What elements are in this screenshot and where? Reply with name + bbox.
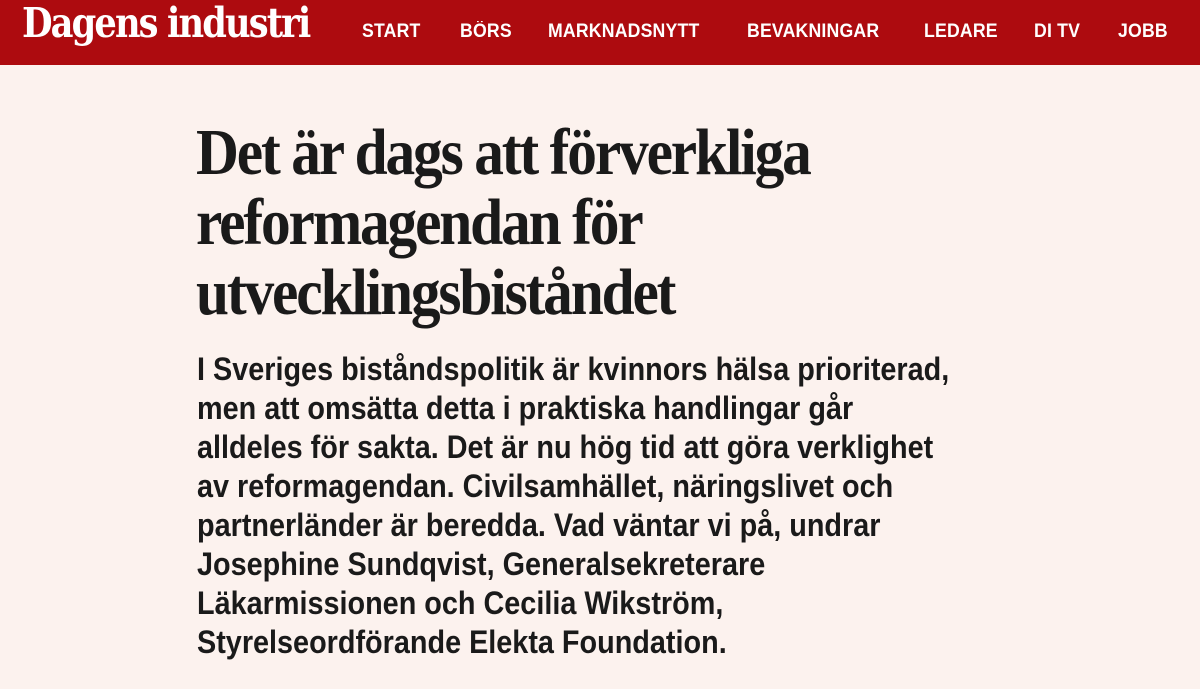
- lede-line: Styrelseordförande Elekta Foundation.: [197, 624, 727, 660]
- lede-line: av reformagendan. Civilsamhället, näringslivet och: [197, 468, 894, 504]
- lede-line: alldeles för sakta. Det är nu hög tid att göra verklighet: [197, 429, 934, 465]
- article-lede: [197, 350, 1025, 662]
- site-header: [0, 0, 1200, 65]
- nav-item-marknadsnytt[interactable]: MARKNADSNYTT: [548, 21, 700, 42]
- nav-item-start[interactable]: START: [362, 21, 421, 42]
- nav-item-bevakningar[interactable]: BEVAKNINGAR: [747, 21, 880, 42]
- article-headline: Det är dags att förverkliga reformagendan för utvecklingsbiståndet: [196, 116, 810, 329]
- nav-item-jobb[interactable]: JOBB: [1118, 21, 1168, 42]
- main-nav: [0, 20, 1200, 44]
- site-logo[interactable]: Dagens industri: [22, 0, 310, 47]
- lede-line: I Sveriges biståndspolitik är kvinnors hälsa prioriterad,: [197, 351, 950, 387]
- lede-line: Josephine Sundqvist, Generalsekreterare: [197, 546, 766, 582]
- lede-line: Läkarmissionen och Cecilia Wikström,: [197, 585, 724, 621]
- nav-item-ledare[interactable]: LEDARE: [924, 21, 998, 42]
- nav-item-di-tv[interactable]: DI TV: [1034, 21, 1081, 42]
- lede-line: partnerländer är beredda. Vad väntar vi på, undrar: [197, 507, 881, 543]
- lede-line: men att omsätta detta i praktiska handlingar går: [197, 390, 854, 426]
- nav-item-bors[interactable]: BÖRS: [460, 21, 512, 42]
